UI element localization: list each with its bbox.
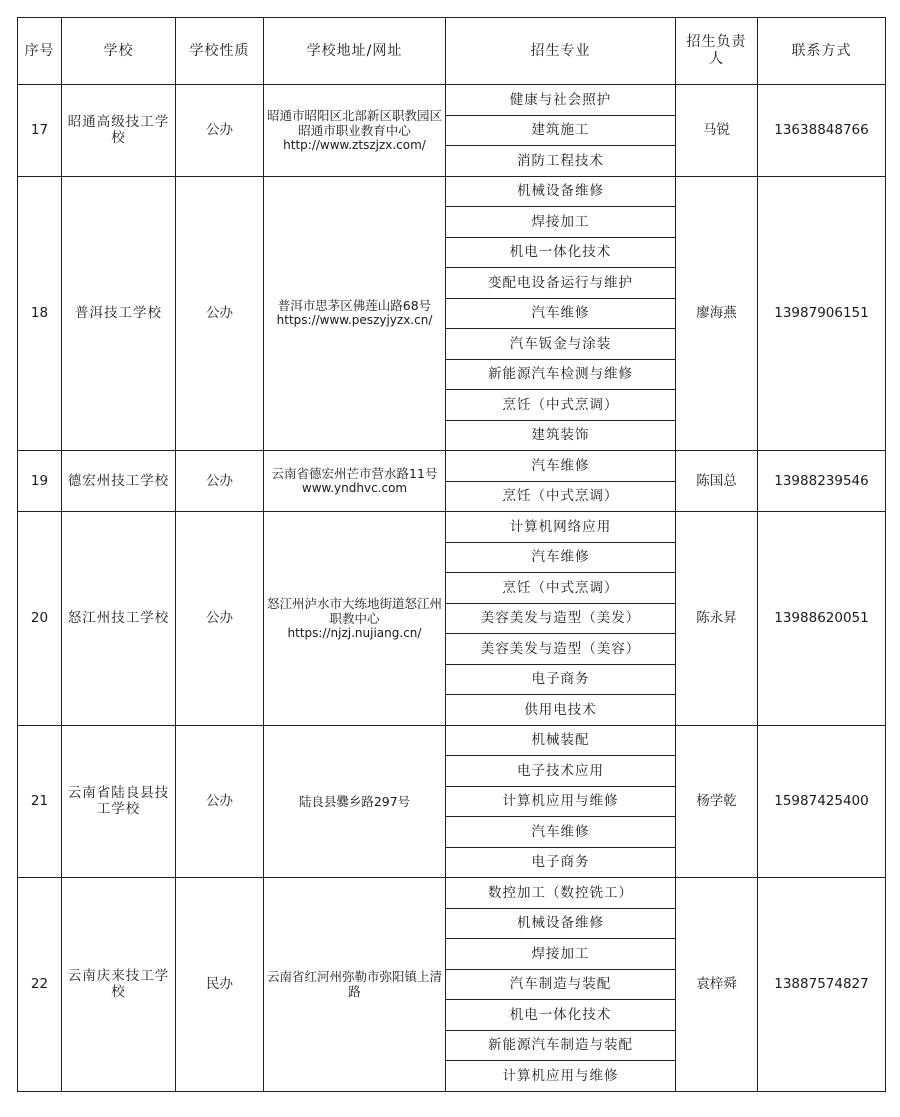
school-address <box>264 878 446 1092</box>
school-name: 云南庆来技工学校 <box>62 878 176 1092</box>
contact-person: 陈国总 <box>676 451 758 512</box>
header-nature: 学校性质 <box>176 18 264 85</box>
header-phone: 联系方式 <box>758 18 886 85</box>
school-nature: 公办 <box>176 85 264 177</box>
table-body <box>18 85 886 1092</box>
row-number: 17 <box>18 85 62 177</box>
major-name: 供用电技术 <box>446 695 676 726</box>
contact-phone: 13887574827 <box>758 878 886 1092</box>
major-name: 健康与社会照护 <box>446 85 676 116</box>
major-name: 电子技术应用 <box>446 756 676 787</box>
major-name: 机电一体化技术 <box>446 237 676 268</box>
major-name: 消防工程技术 <box>446 146 676 177</box>
major-name: 汽车钣金与涂装 <box>446 329 676 360</box>
school-name: 怒江州技工学校 <box>62 512 176 726</box>
row-number: 21 <box>18 725 62 878</box>
school-nature: 民办 <box>176 878 264 1092</box>
table-row <box>18 878 886 909</box>
major-name: 计算机网络应用 <box>446 512 676 543</box>
school-url: https://www.peszyjyzx.cn/ <box>276 313 433 328</box>
address-text: 昭通市昭阳区北部新区职教园区昭通市职业教育中心 <box>267 107 443 138</box>
address-text: 怒江州泸水市大练地街道怒江州职教中心 <box>267 595 443 626</box>
header-address: 学校地址/网址 <box>264 18 446 85</box>
school-address <box>264 85 446 177</box>
header-contact: 招生负责人 <box>676 18 758 85</box>
major-name: 汽车维修 <box>446 298 676 329</box>
address-text: 云南省德宏州芒市营水路11号 <box>271 466 438 481</box>
major-name: 焊接加工 <box>446 207 676 238</box>
address-text: 陆良县爨乡路297号 <box>298 793 411 809</box>
school-address <box>264 176 446 451</box>
major-name: 焊接加工 <box>446 939 676 970</box>
major-name: 计算机应用与维修 <box>446 786 676 817</box>
table-row <box>18 85 886 116</box>
address-text: 普洱市思茅区佛莲山路68号 <box>277 298 432 314</box>
school-url: http://www.ztszjzx.com/ <box>283 137 426 152</box>
contact-phone: 13987906151 <box>758 176 886 451</box>
major-name: 机械设备维修 <box>446 908 676 939</box>
table-row <box>18 176 886 207</box>
header-majors: 招生专业 <box>446 18 676 85</box>
contact-person: 陈永昇 <box>676 512 758 726</box>
enrollment-table <box>17 17 886 1092</box>
major-name: 汽车维修 <box>446 542 676 573</box>
address-text: 云南省红河州弥勒市弥阳镇上清路 <box>267 969 443 1000</box>
header-row <box>18 18 886 85</box>
major-name: 烹饪（中式烹调） <box>446 390 676 421</box>
major-name: 美容美发与造型（美发） <box>446 603 676 634</box>
row-number: 18 <box>18 176 62 451</box>
major-name: 建筑施工 <box>446 115 676 146</box>
header-school: 学校 <box>62 18 176 85</box>
major-name: 机械装配 <box>446 725 676 756</box>
header-no: 序号 <box>18 18 62 85</box>
row-number: 20 <box>18 512 62 726</box>
table-row <box>18 451 886 482</box>
table-row <box>18 512 886 543</box>
contact-phone: 13988239546 <box>758 451 886 512</box>
major-name: 机电一体化技术 <box>446 1000 676 1031</box>
major-name: 汽车制造与装配 <box>446 969 676 1000</box>
major-name: 变配电设备运行与维护 <box>446 268 676 299</box>
contact-person: 袁梓舜 <box>676 878 758 1092</box>
major-name: 汽车维修 <box>446 817 676 848</box>
school-url: www.yndhvc.com <box>301 481 408 495</box>
school-name: 普洱技工学校 <box>62 176 176 451</box>
major-name: 建筑装饰 <box>446 420 676 451</box>
major-name: 计算机应用与维修 <box>446 1061 676 1092</box>
major-name: 烹饪（中式烹调） <box>446 481 676 512</box>
major-name: 新能源汽车检测与维修 <box>446 359 676 390</box>
major-name: 数控加工（数控铣工） <box>446 878 676 909</box>
school-nature: 公办 <box>176 725 264 878</box>
contact-phone: 13988620051 <box>758 512 886 726</box>
contact-person: 马锐 <box>676 85 758 177</box>
contact-person: 廖海燕 <box>676 176 758 451</box>
school-nature: 公办 <box>176 176 264 451</box>
major-name: 美容美发与造型（美容） <box>446 634 676 665</box>
row-number: 22 <box>18 878 62 1092</box>
school-name: 云南省陆良县技工学校 <box>62 725 176 878</box>
row-number: 19 <box>18 451 62 512</box>
school-address <box>264 451 446 512</box>
table-row <box>18 725 886 756</box>
school-nature: 公办 <box>176 451 264 512</box>
major-name: 机械设备维修 <box>446 176 676 207</box>
school-address <box>264 512 446 726</box>
school-name: 昭通高级技工学校 <box>62 85 176 177</box>
school-address <box>264 725 446 878</box>
major-name: 烹饪（中式烹调） <box>446 573 676 604</box>
major-name: 汽车维修 <box>446 451 676 482</box>
major-name: 电子商务 <box>446 847 676 878</box>
contact-phone: 13638848766 <box>758 85 886 177</box>
contact-person: 杨学乾 <box>676 725 758 878</box>
contact-phone: 15987425400 <box>758 725 886 878</box>
major-name: 新能源汽车制造与装配 <box>446 1030 676 1061</box>
school-url: https://njzj.nujiang.cn/ <box>287 625 422 640</box>
school-nature: 公办 <box>176 512 264 726</box>
major-name: 电子商务 <box>446 664 676 695</box>
school-name: 德宏州技工学校 <box>62 451 176 512</box>
